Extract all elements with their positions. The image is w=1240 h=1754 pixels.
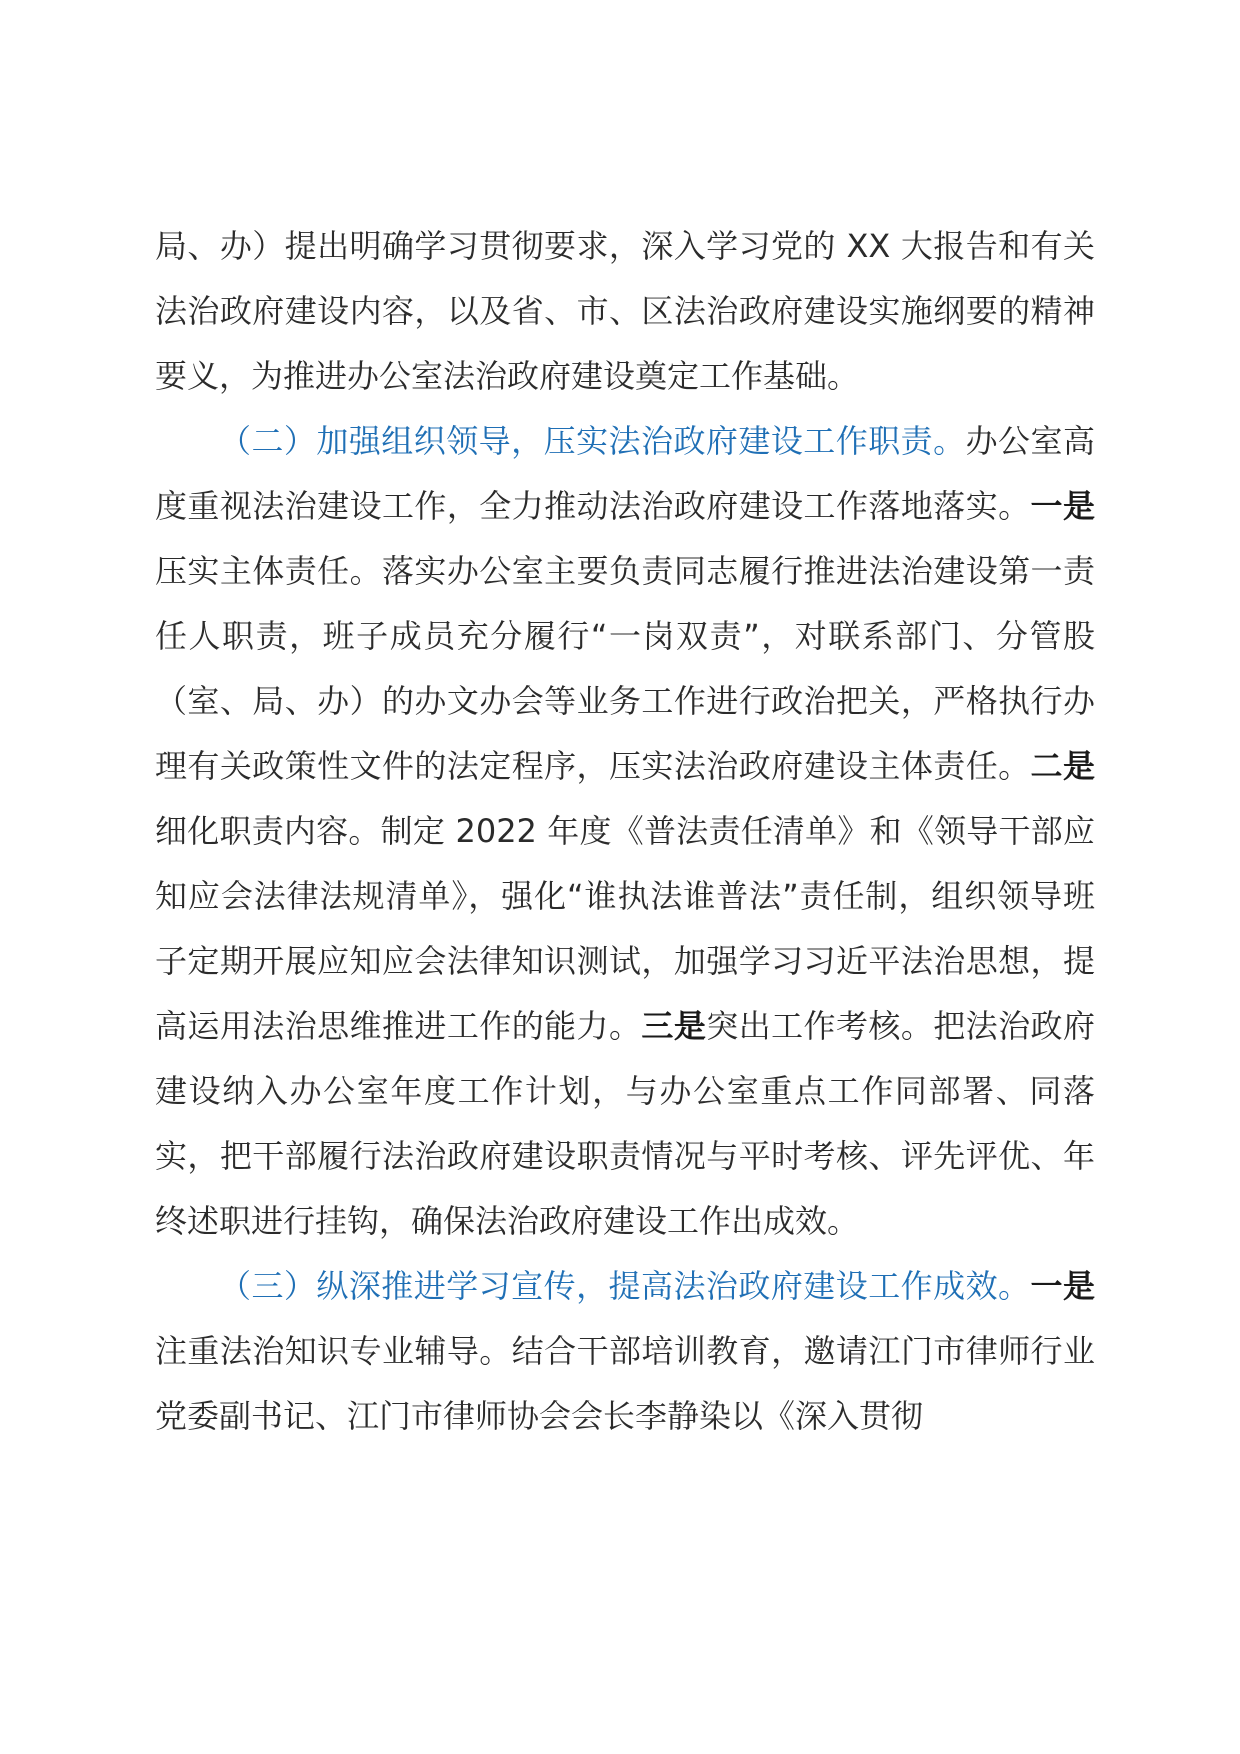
paragraph-section-2 <box>155 409 1095 1254</box>
paragraph-continuation <box>155 214 1095 409</box>
point-marker-3: 三是 <box>641 1007 707 1045</box>
point-text-1: 压实主体责任。落实办公室主要负责同志履行推进法治建设第一责任人职责，班子成员充分履行“一岗双责”，对联系部门、分管股（室、局、办）的办文办会等业务工作进行政治把关，严格执行办理有关政策性文件的法定程序，压实法治政府建设主体责任。 <box>155 552 1095 785</box>
point-marker-1: 一是 <box>1030 1267 1095 1305</box>
point-marker-1: 一是 <box>1030 487 1095 525</box>
point-marker-2: 二是 <box>1030 747 1095 785</box>
point-text-2: 细化职责内容。制定 2022 年度《普法责任清单》和《领导干部应知应会法律法规清单》，强化“谁执法谁普法”责任制，组织领导班子定期开展应知应会法律知识测试，加强学习习近平法治思想，提高运用法治思维推进工作的能力。 <box>155 812 1095 1045</box>
paragraph-text: 局、办）提出明确学习贯彻要求，深入学习党的 XX 大报告和有关法治政府建设内容，以及省、市、区法治政府建设实施纲要的精神要义，为推进办公室法治政府建设奠定工作基础。 <box>155 227 1095 395</box>
point-text-3: 突出工作考核。把法治政府建设纳入办公室年度工作计划，与办公室重点工作同部署、同落实，把干部履行法治政府建设职责情况与平时考核、评先评优、年终述职进行挂钩，确保法治政府建设工作出成效。 <box>155 1007 1095 1240</box>
section-intro-text: 办公室高度重视法治建设工作，全力推动法治政府建设工作落地落实。 <box>155 422 1095 525</box>
section-heading-2: （二）加强组织领导，压实法治政府建设工作职责。 <box>219 422 966 460</box>
point-text-1: 注重法治知识专业辅导。结合干部培训教育，邀请江门市律师行业党委副书记、江门市律师协会会长李静染以《深入贯彻 <box>155 1332 1095 1435</box>
paragraph-section-3 <box>155 1254 1095 1449</box>
section-heading-3: （三）纵深推进学习宣传，提高法治政府建设工作成效。 <box>219 1267 1031 1305</box>
document-body <box>155 214 1095 1449</box>
